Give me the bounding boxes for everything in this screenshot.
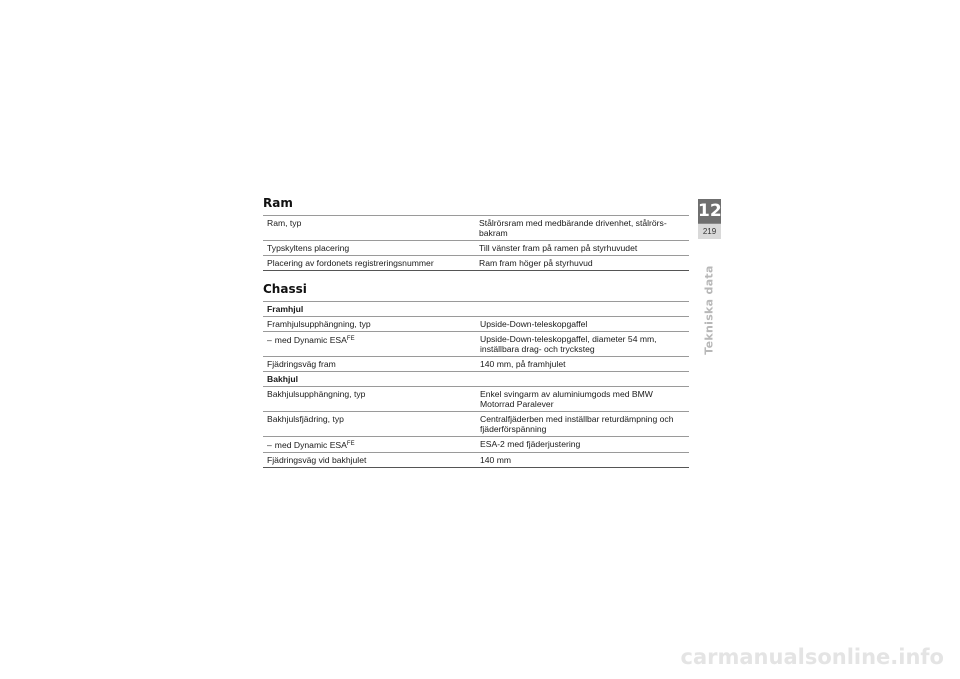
row-label: Placering av fordonets registreringsnummer [263, 256, 475, 271]
row-value: Upside-Down-teleskopgaffel, diameter 54 mm, inställbara drag- och trycksteg [476, 332, 689, 357]
row-value: 140 mm, på framhjulet [476, 357, 689, 372]
subheading-text: Framhjul [263, 302, 689, 317]
row-label-cell [263, 437, 476, 453]
page-number: 219 [698, 224, 721, 239]
table-row [263, 387, 689, 412]
row-label-cell [263, 332, 476, 357]
row-value: Till vänster fram på ramen på styrhuvudet [475, 241, 689, 256]
table-row [263, 241, 689, 256]
table-row [263, 332, 689, 357]
table-row [263, 256, 689, 271]
section-title-chassi: Chassi [263, 282, 307, 296]
subheading-text: Bakhjul [263, 372, 689, 387]
superscript-fe: FE [346, 336, 355, 342]
row-value: Enkel svingarm av aluminiumgods med BMW Motorrad Paralever [476, 387, 689, 412]
dash-bullet: – [267, 440, 272, 450]
row-label: Fjädringsväg vid bakhjulet [263, 453, 476, 468]
table-row [263, 453, 689, 468]
row-label: Bakhjulsupphängning, typ [263, 387, 476, 412]
row-value: Centralfjäderben med inställbar returdämpning och fjäderförspänning [476, 412, 689, 437]
chapter-number: 12 [698, 201, 722, 221]
row-label: Framhjulsupphängning, typ [263, 317, 476, 332]
subheading-framhjul [263, 302, 689, 317]
row-label: Typskyltens placering [263, 241, 475, 256]
table-row [263, 412, 689, 437]
table-row [263, 317, 689, 332]
dash-bullet: – [267, 335, 272, 345]
section-title-ram: Ram [263, 196, 293, 210]
watermark: carmanualsonline.info [680, 645, 944, 669]
superscript-fe: FE [346, 441, 355, 447]
chapter-tab [698, 199, 721, 239]
table-row [263, 216, 689, 241]
row-value: Ram fram höger på styrhuvud [475, 256, 689, 271]
row-label: Bakhjulsfjädring, typ [263, 412, 476, 437]
row-value: Stålrörsram med medbärande drivenhet, stålrörs-bakram [475, 216, 689, 241]
row-value: ESA-2 med fjäderjustering [476, 437, 689, 453]
chassi-table [263, 301, 689, 468]
table-row [263, 357, 689, 372]
row-label: Fjädringsväg fram [263, 357, 476, 372]
row-value: Upside-Down-teleskopgaffel [476, 317, 689, 332]
row-label: Ram, typ [263, 216, 475, 241]
document-content [263, 196, 689, 468]
chapter-title: Tekniska data [702, 265, 716, 355]
row-label: med Dynamic ESA [274, 440, 347, 450]
table-row [263, 437, 689, 453]
ram-table [263, 215, 689, 271]
row-value: 140 mm [476, 453, 689, 468]
row-label: med Dynamic ESA [274, 335, 347, 345]
subheading-bakhjul [263, 372, 689, 387]
